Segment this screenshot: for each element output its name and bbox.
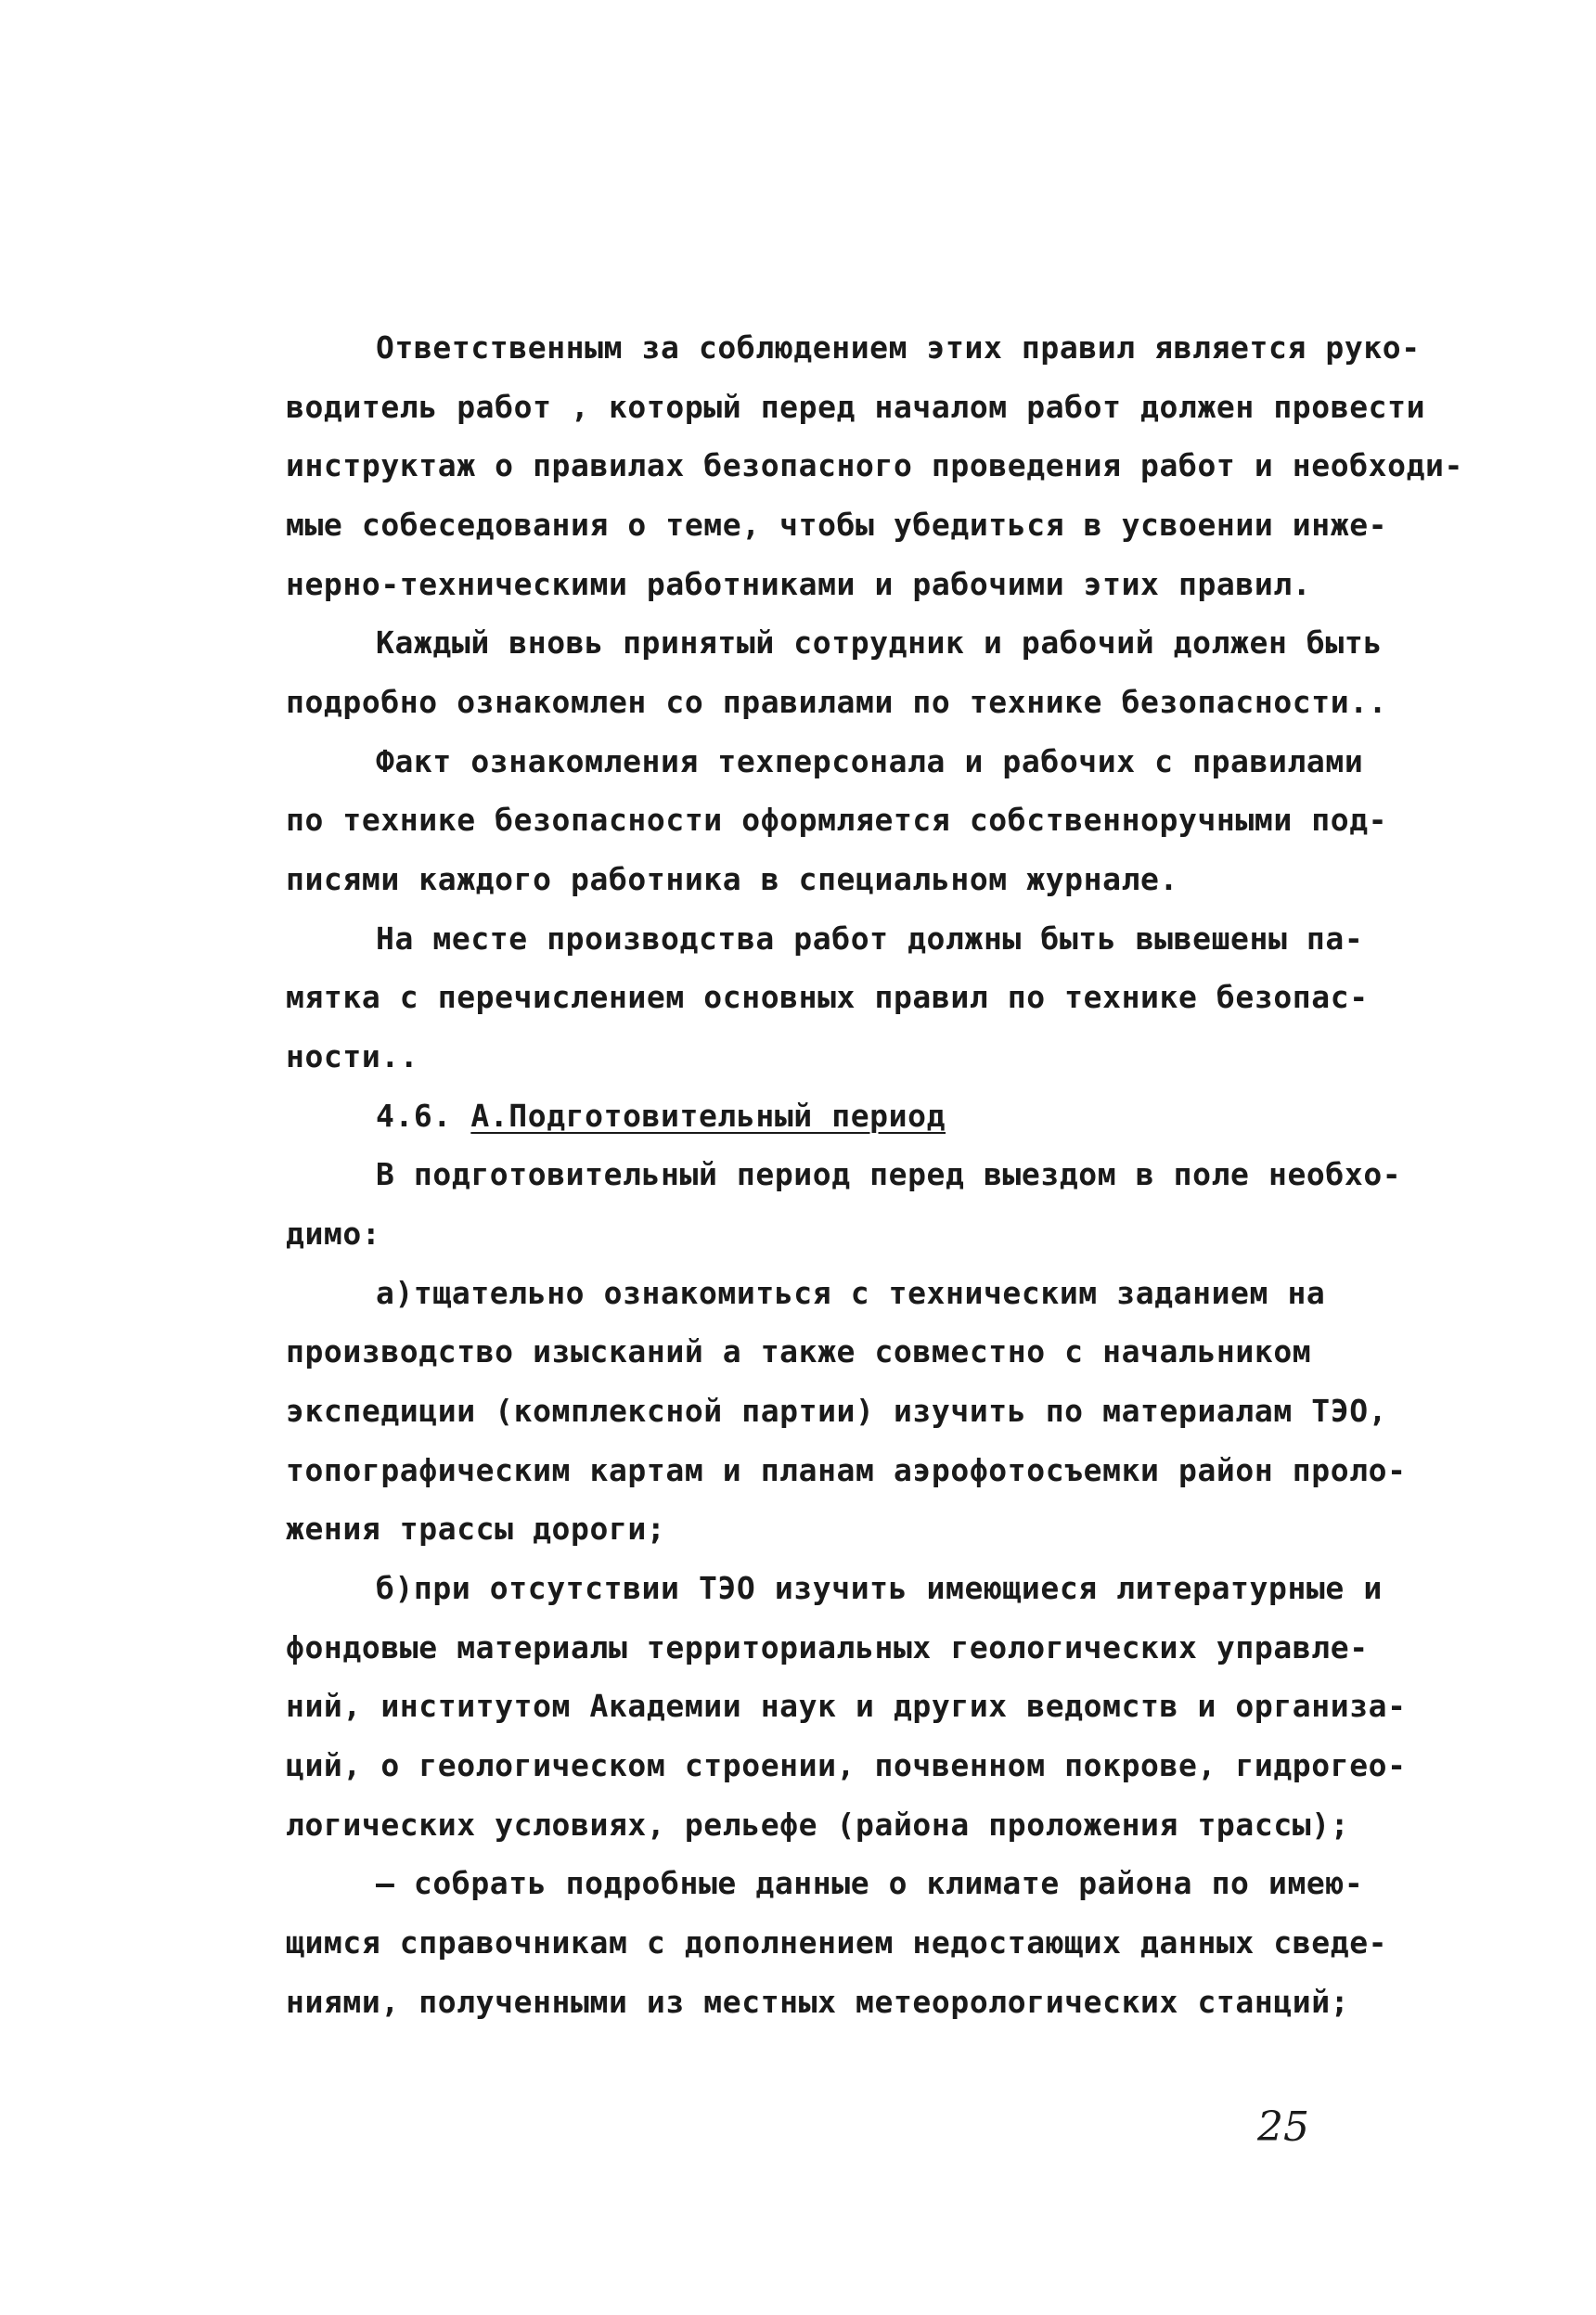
text-line: Ответственным за соблюдением этих правил является руко- bbox=[376, 329, 1421, 366]
section-number: 4.6. bbox=[376, 1098, 471, 1134]
text-line: нерно-техническими работниками и рабочими этих правил. bbox=[286, 566, 1312, 602]
text-line: подробно ознакомлен со правилами по технике безопасности.. bbox=[286, 684, 1388, 720]
text-line: жения трассы дороги; bbox=[286, 1511, 666, 1547]
text-line: ний, институтом Академии наук и других ведомств и организа- bbox=[286, 1688, 1407, 1724]
text-line: а)тщательно ознакомиться с техническим заданием на bbox=[376, 1275, 1326, 1311]
text-line: водитель работ , который перед началом работ должен провести bbox=[286, 389, 1426, 425]
text-line: ций, о геологическом строении, почвенном покрове, гидрогео- bbox=[286, 1747, 1407, 1783]
text-line: мые собеседования о теме, чтобы убедиться в усвоении инже- bbox=[286, 507, 1388, 543]
text-line: Каждый вновь принятый сотрудник и рабочий должен быть bbox=[376, 624, 1383, 661]
section-title: А.Подготовительный период bbox=[470, 1098, 946, 1134]
text-line: Факт ознакомления техперсонала и рабочих с правилами bbox=[376, 743, 1364, 779]
text-line: фондовые материалы территориальных геологических управле- bbox=[286, 1629, 1369, 1666]
text-line: инструктаж о правилах безопасного проведения работ и необходи- bbox=[286, 447, 1463, 483]
text-line: б)при отсутствии ТЭО изучить имеющиеся литературные и bbox=[376, 1570, 1383, 1606]
text-line: писями каждого работника в специальном журнале. bbox=[286, 861, 1178, 897]
text-line: мятка с перечислением основных правил по технике безопас- bbox=[286, 979, 1369, 1015]
text-line: производство изысканий а также совместно с начальником bbox=[286, 1333, 1312, 1370]
text-line: На месте производства работ должны быть вывешены па- bbox=[376, 920, 1364, 957]
text-line: — собрать подробные данные о климате района по имею- bbox=[376, 1865, 1364, 1901]
text-line: щимся справочникам с дополнением недостающих данных сведе- bbox=[286, 1924, 1388, 1961]
section-heading bbox=[376, 1098, 946, 1135]
text-line: димо: bbox=[286, 1215, 381, 1252]
text-line: логических условиях, рельефе (района проложения трассы); bbox=[286, 1807, 1350, 1843]
text-line: по технике безопасности оформляется собственноручными под- bbox=[286, 802, 1388, 838]
text-line: ниями, полученными из местных метеорологических станций; bbox=[286, 1984, 1350, 2020]
text-line: ности.. bbox=[286, 1038, 419, 1074]
text-line: В подготовительный период перед выездом в поле необхо- bbox=[376, 1156, 1402, 1192]
page-number: 25 bbox=[1257, 2103, 1309, 2151]
text-line: топографическим картам и планам аэрофотосъемки район проло- bbox=[286, 1452, 1407, 1488]
text-line: экспедиции (комплексной партии) изучить по материалам ТЭО, bbox=[286, 1393, 1388, 1429]
